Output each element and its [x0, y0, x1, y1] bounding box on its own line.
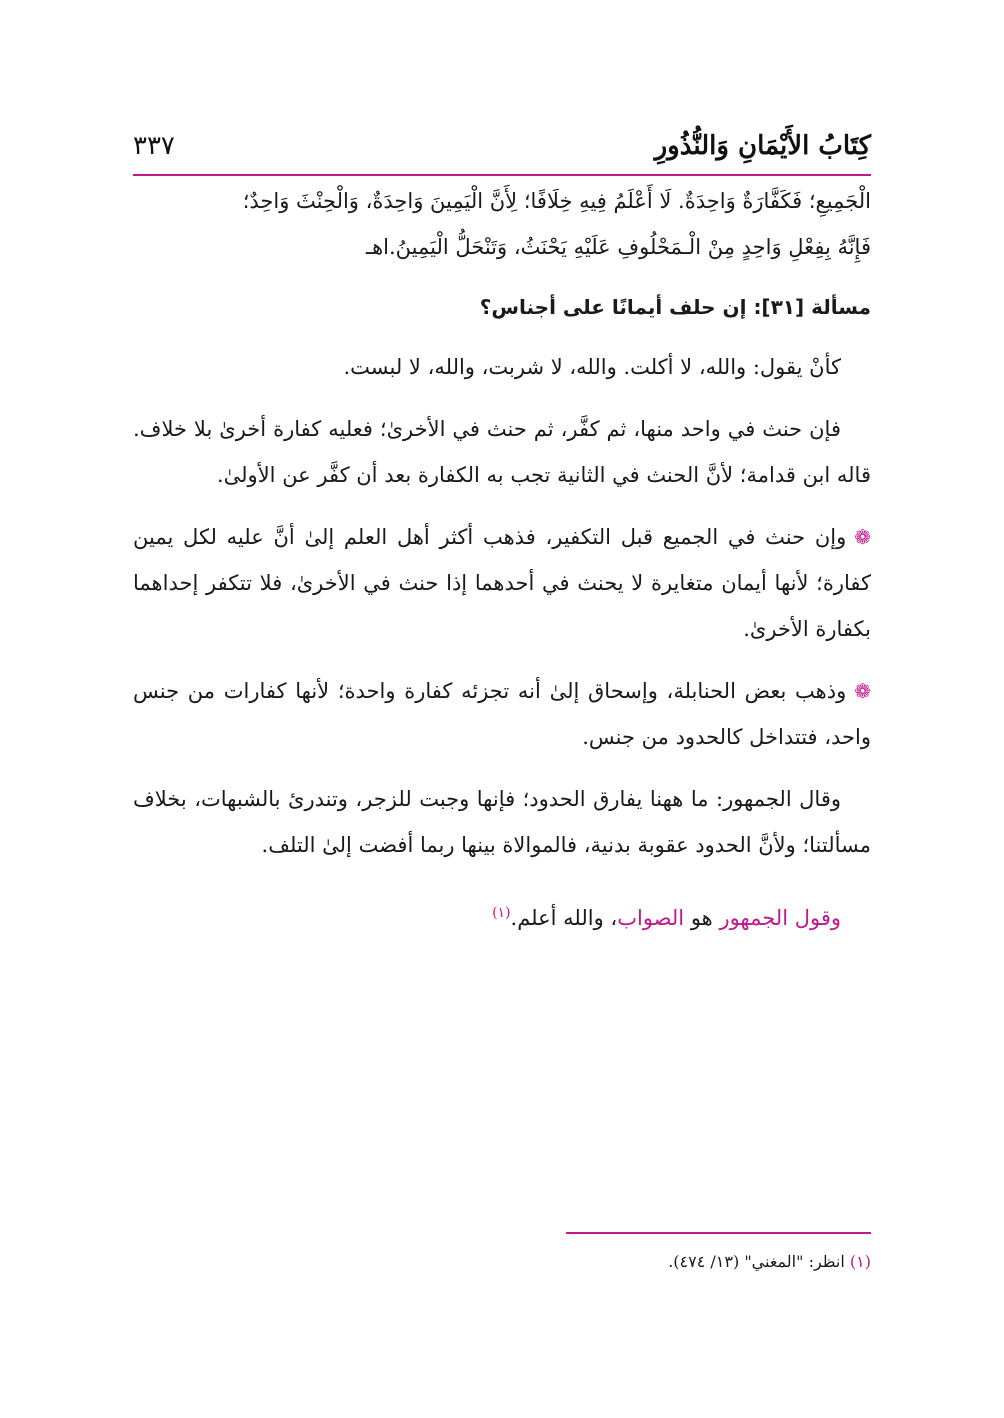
- closing-paragraph: [133, 890, 871, 941]
- intro-line-2: فَإِنَّهُ بِفِعْلِ وَاحِدٍ مِنْ الْـمَحْلُوفِ عَلَيْهِ يَحْنَثُ، وَتَنْحَلُّ الْيَمِينُ.اهـ: [365, 235, 871, 259]
- footnote-text: انظر: "المغني" (١٣/ ٤٧٤).: [668, 1252, 845, 1271]
- page-number: ٣٣٧: [133, 131, 175, 161]
- page-body: [133, 178, 871, 941]
- paragraph-3-text: وذهب بعض الحنابلة، وإسحاق إلىٰ أنه تجزئه كفارة واحدة؛ لأنها كفارات من جنس واحد، فتتداخل كالحدود من جنس.: [133, 679, 871, 749]
- paragraph-3: [133, 668, 871, 760]
- book-title: كِتَابُ الأَيْمَانِ وَالنُّذُورِ: [654, 131, 871, 161]
- paragraph-1: فإن حنث في واحد منها، ثم كفَّر، ثم حنث في الأخرىٰ؛ فعليه كفارة أخرىٰ بلا خلاف. قاله ابن قدامة؛ لأنَّ الحنث في الثانية تجب به الكفارة بعد أن كفَّر عن الأولىٰ.: [133, 417, 871, 487]
- flower-ornament-icon: ❁: [854, 525, 871, 549]
- closing-accent-2: الصواب: [617, 906, 685, 930]
- example-paragraph: كأنْ يقول: والله، لا أكلت. والله، لا شربت، والله، لا لبست.: [343, 355, 841, 379]
- footnote: [133, 1248, 871, 1276]
- intro-line-1: الْجَمِيعِ؛ فَكَفَّارَةٌ وَاحِدَةٌ. لَا أَعْلَمُ فِيهِ خِلَافًا؛ لِأَنَّ الْيَمِينَ وَاحِدَةٌ، وَالْحِنْثَ وَاحِدٌ؛: [242, 189, 871, 213]
- closing-word: هو: [690, 906, 713, 930]
- footnote-reference[interactable]: (١): [492, 905, 511, 921]
- footnote-mark: (١): [849, 1252, 871, 1271]
- paragraph-2-text: وإن حنث في الجميع قبل التكفير، فذهب أكثر أهل العلم إلىٰ أنَّ عليه لكل يمين كفارة؛ لأنها أيمان متغايرة لا يحنث في أحدهما إذا حنث في الأخرىٰ، فلا تتكفر إحداهما بكفارة الأخرىٰ.: [133, 525, 871, 641]
- page-header: [133, 118, 871, 176]
- heading-text: إن حلف أيمانًا على أجناس؟: [479, 295, 747, 319]
- closing-end: ، والله أعلم.: [510, 906, 618, 930]
- heading-label: مسألة [٣١]:: [753, 295, 871, 319]
- footnote-divider: [566, 1232, 871, 1234]
- closing-accent-1: وقول الجمهور: [719, 906, 841, 930]
- flower-ornament-icon: ❁: [854, 679, 871, 703]
- paragraph-2: [133, 514, 871, 652]
- paragraph-4: وقال الجمهور: ما ههنا يفارق الحدود؛ فإنها وجبت للزجر، وتندرئ بالشبهات، بخلاف مسألتنا؛ ولأنَّ الحدود عقوبة بدنية، فالموالاة بينها ربما أفضت إلىٰ التلف.: [133, 787, 871, 857]
- section-heading: [133, 284, 871, 330]
